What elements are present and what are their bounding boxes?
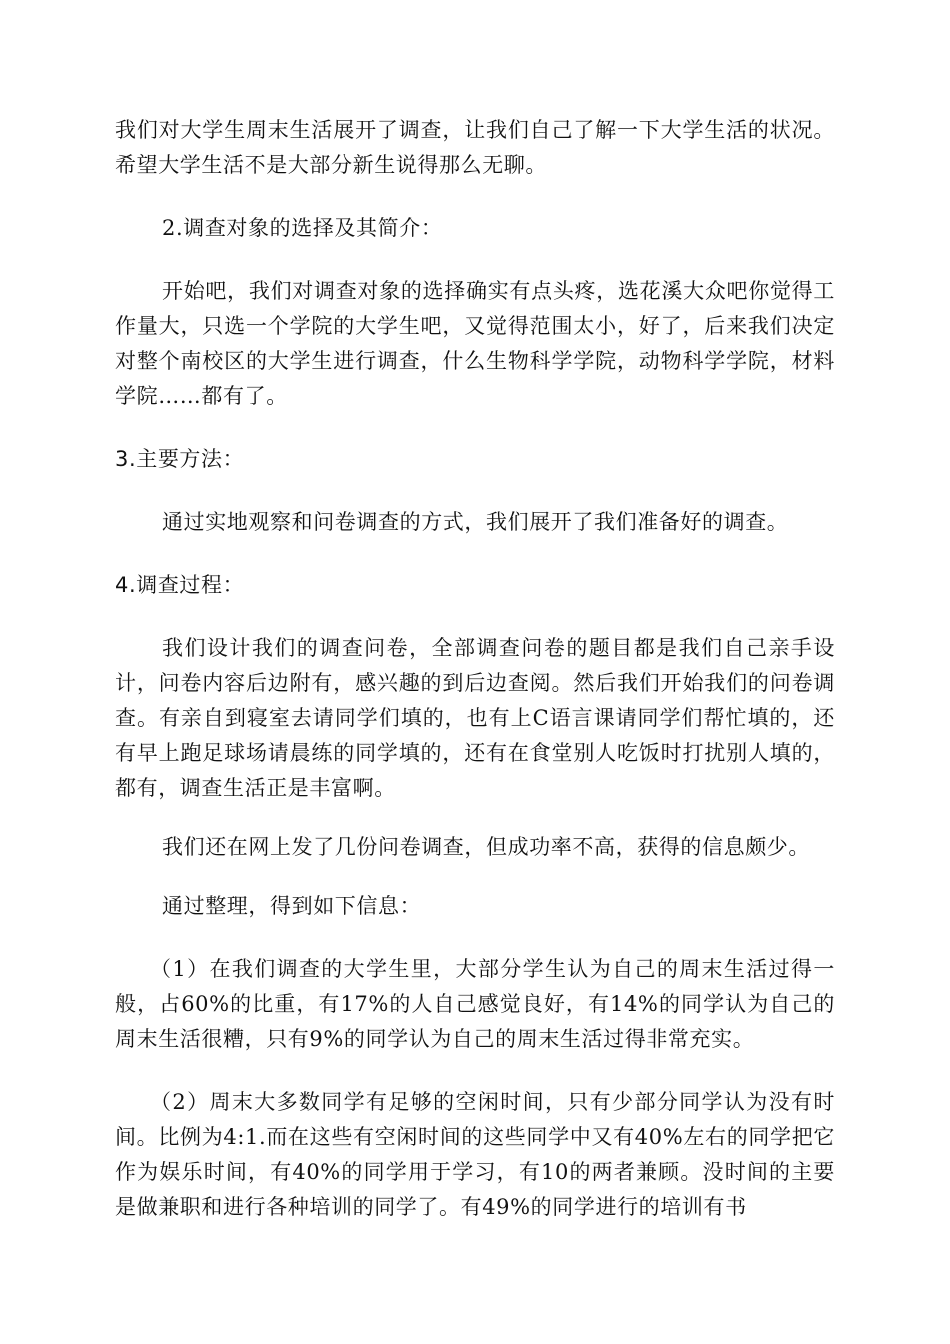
section-4-body-summary-intro: 通过整理，得到如下信息： — [162, 894, 422, 918]
section-2-body: 开始吧，我们对调查对象的选择确实有点头疼，选花溪大众吧你觉得工作量大，只选一个学院的大学生吧，又觉得范围太小，好了，后来我们决定对整个南校区的大学生进行调查，什么生物科学学院，动物科学学院，材料学院……都有了。 — [115, 279, 835, 408]
section-4-body-online: 我们还在网上发了几份问卷调查，但成功率不高，获得的信息颇少。 — [162, 835, 810, 859]
section-2-heading: 2.调查对象的选择及其简介： — [162, 216, 443, 240]
section-4-body-process: 我们设计我们的调查问卷，全部调查问卷的题目都是我们自己亲手设计，问卷内容后边附有，感兴趣的到后边查阅。然后我们开始我们的问卷调查。有亲自到寝室去请同学们填的，也有上C语言课请同学们帮忙填的，还有早上跑足球场请晨练的同学填的，还有在食堂别人吃饭时打扰别人填的，都有，调查生活正是丰富啊。 — [115, 636, 835, 800]
section-3-body: 通过实地观察和问卷调查的方式，我们展开了我们准备好的调查。 — [162, 510, 789, 534]
paragraph-intro-continued: 我们对大学生周末生活展开了调查，让我们自己了解一下大学生活的状况。希望大学生活不是大部分新生说得那么无聊。 — [115, 118, 835, 177]
finding-item-2: （2）周末大多数同学有足够的空闲时间，只有少部分同学认为没有时间。比例为4:1.而在这些有空闲时间的这些同学中又有40%左右的同学把它作为娱乐时间，有40%的同学用于学习，有10的两者兼顾。没时间的主要是做兼职和进行各种培训的同学了。有49%的同学进行的培训有书 — [115, 1090, 835, 1219]
section-3-heading: 3.主要方法： — [115, 447, 245, 471]
document-body — [115, 113, 835, 1225]
finding-item-1: （1）在我们调查的大学生里，大部分学生认为自己的周末生活过得一般，占60%的比重，有17%的人自己感觉良好，有14%的同学认为自己的周末生活很糟，只有9%的同学认为自己的周末生活过得非常充实。 — [115, 957, 835, 1051]
section-4-heading: 4.调查过程： — [115, 573, 245, 597]
